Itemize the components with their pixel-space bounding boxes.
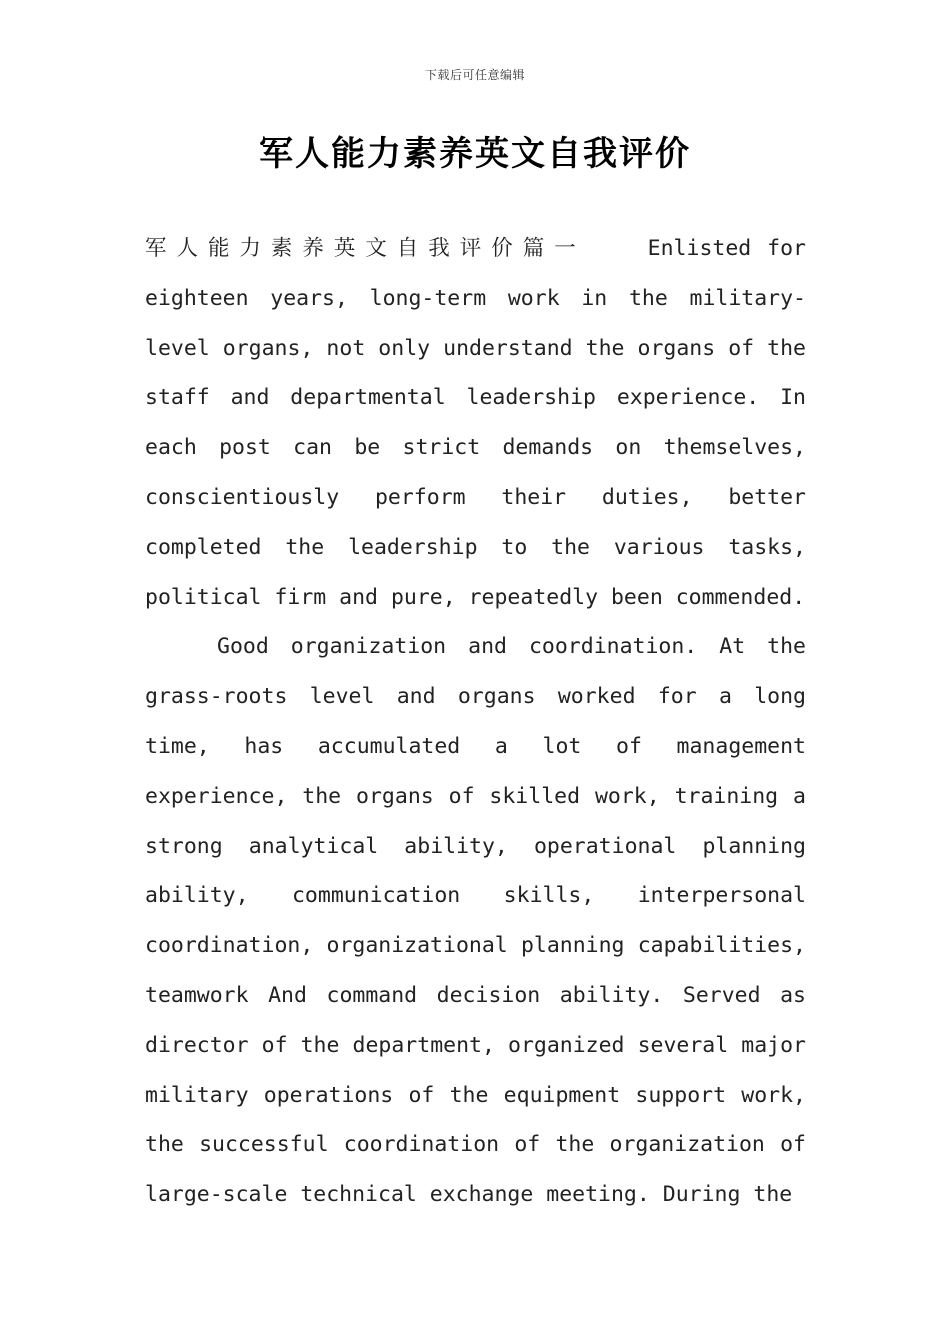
paragraph-1-text: Enlisted for eighteen years, long-term work in the military-level organs, not only understand the organs of the staff and departmental leadership experience. In each post can be strict demands on themselves, conscientiously perform their duties, better completed the leadership to the various tasks, political firm and pure, repeatedly been commended.	[145, 236, 806, 610]
section-heading: 军人能力素养英文自我评价篇一	[145, 236, 586, 261]
header-note: 下载后可任意编辑	[424, 68, 525, 82]
document-title: 军人能力素养英文自我评价	[259, 134, 691, 174]
document-body	[145, 224, 806, 1220]
paragraph-1	[145, 224, 806, 622]
paragraph-2: Good organization and coordination. At the grass-roots level and organs worked for a long time, has accumulated a lot of management experience, the organs of skilled work, training a strong analytical ability, operational planning ability, communication skills, interpersonal coordination, organizational planning capabilities, teamwork And command decision ability. Served as director of the department, organized several major military operations of the equipment support work, the successful coordination of the organization of large-scale technical exchange meeting. During the	[145, 634, 806, 1208]
